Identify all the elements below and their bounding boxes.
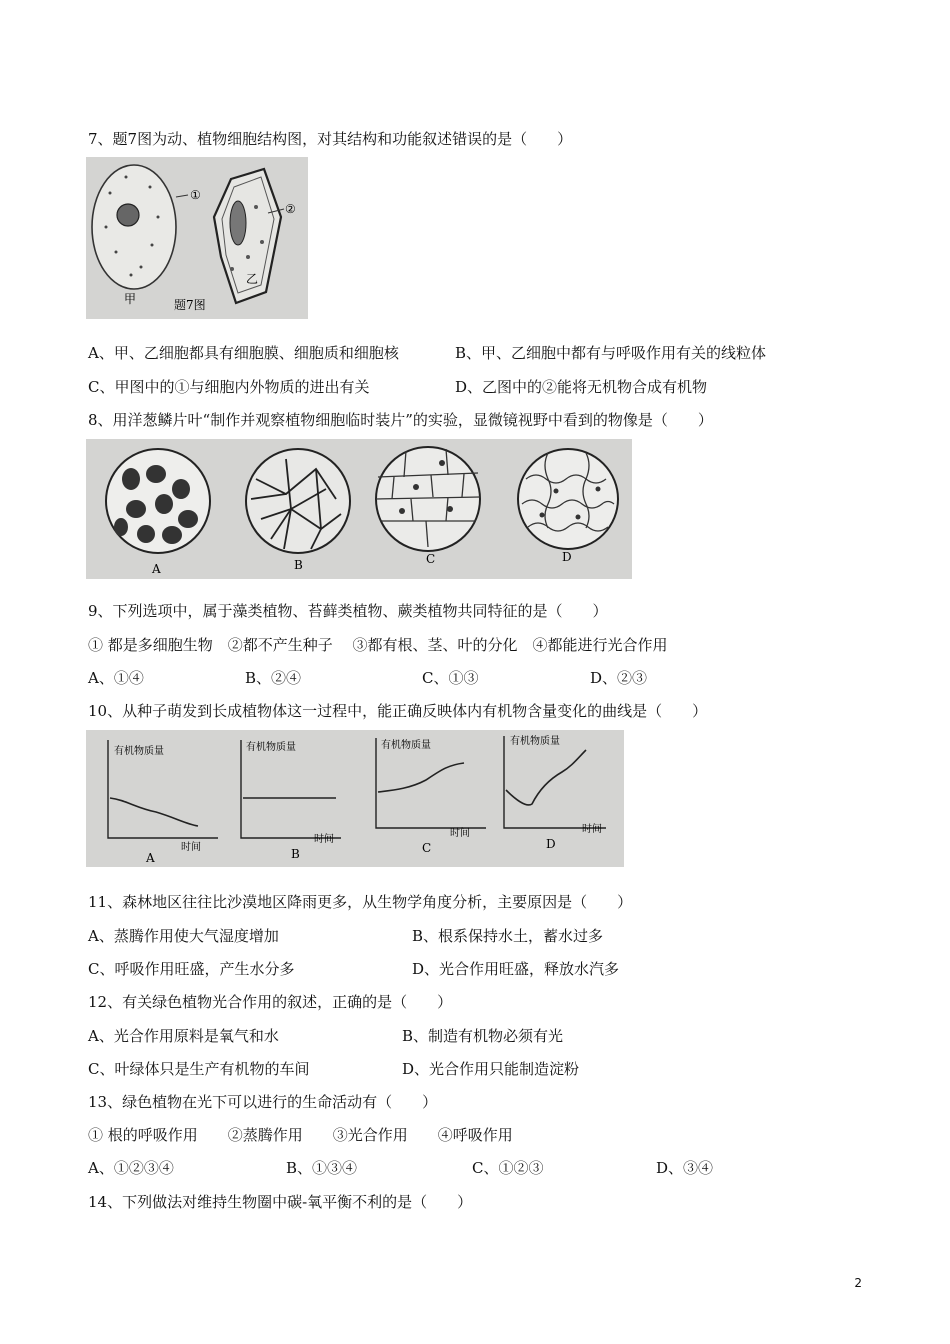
q9-option-b: B、②④ xyxy=(245,669,302,687)
q9-option-a: A、①④ xyxy=(88,669,144,687)
q8-microscope-figure xyxy=(86,439,632,579)
q9-option-d: D、②③ xyxy=(590,669,648,687)
q7-stem: 7、题7图为动、植物细胞结构图，对其结构和功能叙述错误的是（ ） xyxy=(88,130,573,148)
q13-option-b: B、①③④ xyxy=(286,1159,358,1177)
q7-caption: 题7图 xyxy=(174,298,206,312)
q10-label-a: A xyxy=(146,851,155,865)
q12-option-b: B、制造有机物必须有光 xyxy=(402,1027,564,1045)
q12-option-a: A、光合作用原料是氧气和水 xyxy=(88,1027,279,1045)
q7-option-d: D、乙图中的②能将无机物合成有机物 xyxy=(455,378,708,396)
q10-xlabel-c: 时间 xyxy=(450,828,470,839)
q11-stem: 11、森林地区往往比沙漠地区降雨更多，从生物学角度分析，主要原因是（ ） xyxy=(88,893,633,911)
q13-stem: 13、绿色植物在光下可以进行的生命活动有（ ） xyxy=(88,1093,438,1111)
q10-xlabel-b: 时间 xyxy=(314,834,334,845)
q11-option-d: D、光合作用旺盛，释放水汽多 xyxy=(412,960,620,978)
q10-label-c: C xyxy=(422,841,432,855)
q13-option-d: D、③④ xyxy=(656,1159,714,1177)
q8-label-a: A xyxy=(152,562,161,576)
view-d xyxy=(518,449,618,549)
q7-option-b: B、甲、乙细胞中都有与呼吸作用有关的线粒体 xyxy=(455,344,767,362)
q7-mark-1: ① xyxy=(190,188,201,202)
q13-option-a: A、①②③④ xyxy=(88,1159,174,1177)
q11-option-c: C、呼吸作用旺盛，产生水分多 xyxy=(88,960,295,978)
q13-items: ① 根的呼吸作用 ②蒸腾作用 ③光合作用 ④呼吸作用 xyxy=(88,1126,513,1144)
q8-label-b: B xyxy=(294,558,303,572)
curve-c xyxy=(378,763,464,792)
page-number: 2 xyxy=(854,1276,862,1290)
q10-xlabel-a: 时间 xyxy=(181,842,201,853)
q10-ylabel-a: 有机物质量 xyxy=(114,746,164,757)
q11-option-b: B、根系保持水土，蓄水过多 xyxy=(412,927,604,945)
q8-label-d: D xyxy=(562,550,572,564)
q9-stem: 9、下列选项中，属于藻类植物、苔藓类植物、蕨类植物共同特征的是（ ） xyxy=(88,602,608,620)
q10-ylabel-d: 有机物质量 xyxy=(510,736,560,747)
q11-option-a: A、蒸腾作用使大气湿度增加 xyxy=(88,927,279,945)
q12-option-d: D、光合作用只能制造淀粉 xyxy=(402,1060,580,1078)
animal-nucleus xyxy=(117,204,139,226)
q10-curve-figure xyxy=(86,730,624,867)
q7-label-jia: 甲 xyxy=(124,292,137,306)
view-b xyxy=(246,449,350,553)
q7-cell-figure xyxy=(86,157,308,319)
q12-option-c: C、叶绿体只是生产有机物的车间 xyxy=(88,1060,310,1078)
q8-stem: 8、用洋葱鳞片叶“制作并观察植物细胞临时装片”的实验，显微镜视野中看到的物像是（ ） xyxy=(88,411,713,429)
plant-nucleus xyxy=(230,201,246,245)
q13-option-c: C、①②③ xyxy=(472,1159,544,1177)
q14-stem: 14、下列做法对维持生物圈中碳-氧平衡不利的是（ ） xyxy=(88,1193,473,1211)
q9-option-c: C、①③ xyxy=(422,669,479,687)
q10-ylabel-c: 有机物质量 xyxy=(381,740,431,751)
q12-stem: 12、有关绿色植物光合作用的叙述，正确的是（ ） xyxy=(88,993,453,1011)
q7-mark-2: ② xyxy=(285,202,296,216)
q9-items: ① 都是多细胞生物 ②都不产生种子 ③都有根、茎、叶的分化 ④都能进行光合作用 xyxy=(88,636,668,654)
q7-label-yi: 乙 xyxy=(246,272,259,286)
q8-label-c: C xyxy=(426,552,436,566)
q7-option-c: C、甲图中的①与细胞内外物质的进出有关 xyxy=(88,378,370,396)
q7-option-a: A、甲、乙细胞都具有细胞膜、细胞质和细胞核 xyxy=(88,344,399,362)
q10-stem: 10、从种子萌发到长成植物体这一过程中，能正确反映体内有机物含量变化的曲线是（ ） xyxy=(88,702,708,720)
q10-label-d: D xyxy=(546,837,556,851)
curve-d xyxy=(506,750,586,805)
q10-label-b: B xyxy=(291,847,300,861)
q10-xlabel-d: 时间 xyxy=(582,824,602,835)
curve-a xyxy=(110,798,198,826)
q10-ylabel-b: 有机物质量 xyxy=(246,742,296,753)
